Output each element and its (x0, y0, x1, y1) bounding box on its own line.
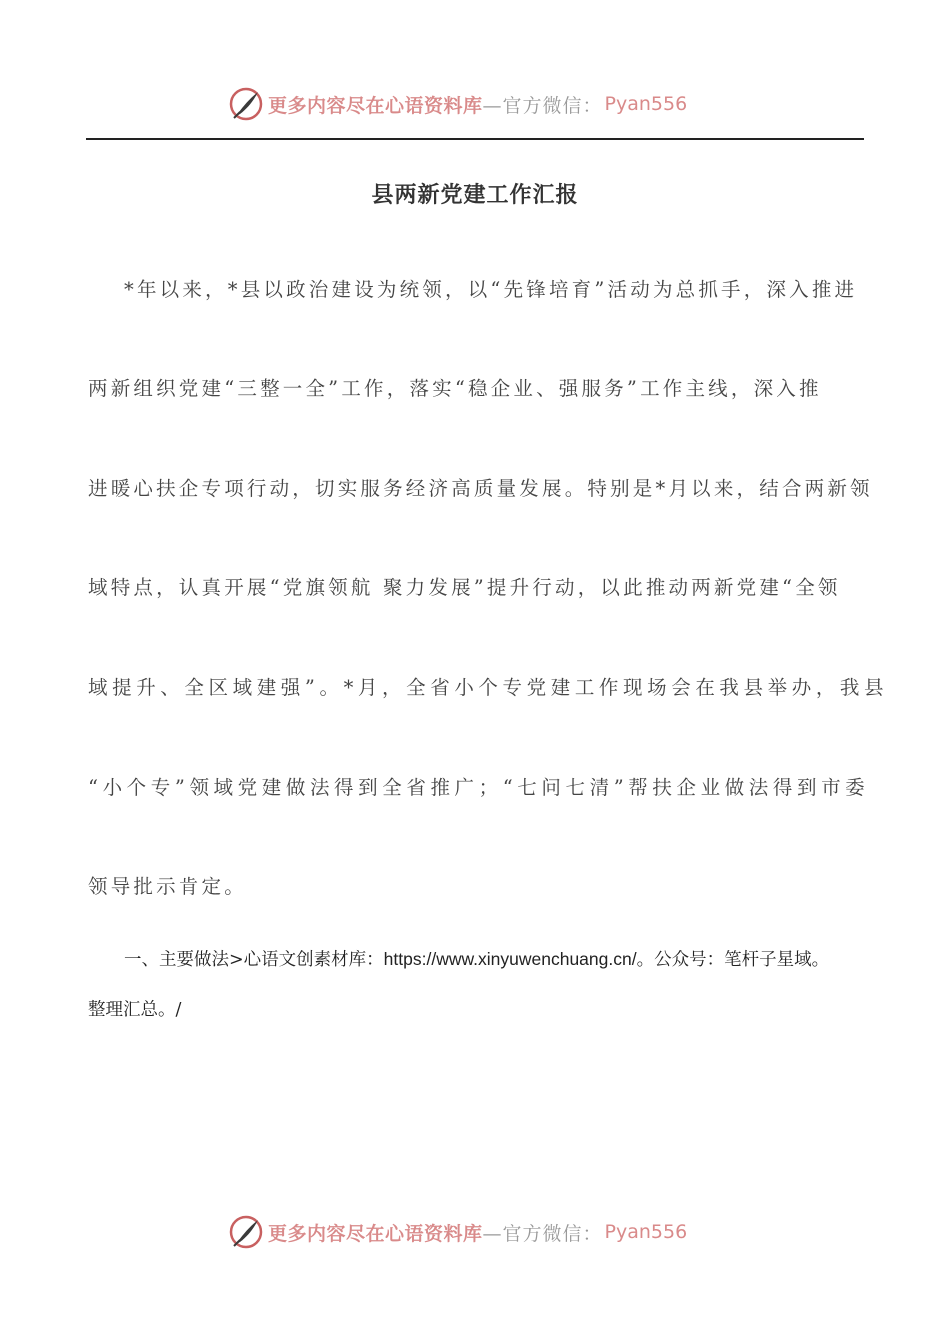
quill-logo-icon (228, 1214, 264, 1250)
paragraph-line: 域提升、全区域建强”。*月，全省小个专党建工作现场会在我县举办，我县 (88, 676, 889, 699)
watermark-header (228, 84, 687, 124)
paragraph-line: 两新组织党建“三整一全”工作，落实“稳企业、强服务”工作主线，深入推 (88, 377, 822, 400)
section-heading-line2: 整理汇总。/ (88, 1000, 182, 1020)
section-heading-prefix: 一、主要做法>心语文创素材库： (124, 950, 384, 970)
document-title: 县两新党建工作汇报 (371, 182, 579, 208)
watermark-main-text: 更多内容尽在心语资料库 (268, 94, 483, 117)
watermark-main-text: 更多内容尽在心语资料库 (268, 1222, 483, 1245)
watermark-wechat-id: Pyan556 (604, 1221, 688, 1243)
paragraph-line: 进暖心扶企专项行动，切实服务经济高质量发展。特别是*月以来，结合两新领 (88, 477, 873, 500)
section-heading (124, 946, 829, 971)
header-rule (86, 138, 864, 140)
source-url-link[interactable]: https://www.xinyuwenchuang.cn/ (383, 949, 637, 969)
paragraph-line: “小个专”领域党建做法得到全省推广；“七问七清”帮扶企业做法得到市委 (88, 776, 870, 799)
watermark-wechat-id: Pyan556 (604, 93, 688, 115)
quill-logo-icon (228, 86, 264, 122)
paragraph-line: 领导批示肯定。 (88, 875, 247, 898)
watermark-separator: —官方微信： (482, 1222, 603, 1245)
paragraph-line: 域特点，认真开展“党旗领航 聚力发展”提升行动，以此推动两新党建“全领 (88, 576, 841, 599)
section-heading-suffix: 。公众号：笔杆子星域。 (636, 950, 830, 970)
watermark-separator: —官方微信： (482, 94, 603, 117)
watermark-footer (228, 1212, 687, 1252)
paragraph-line: *年以来，*县以政治建设为统领，以“先锋培育”活动为总抓手，深入推进 (124, 278, 858, 301)
